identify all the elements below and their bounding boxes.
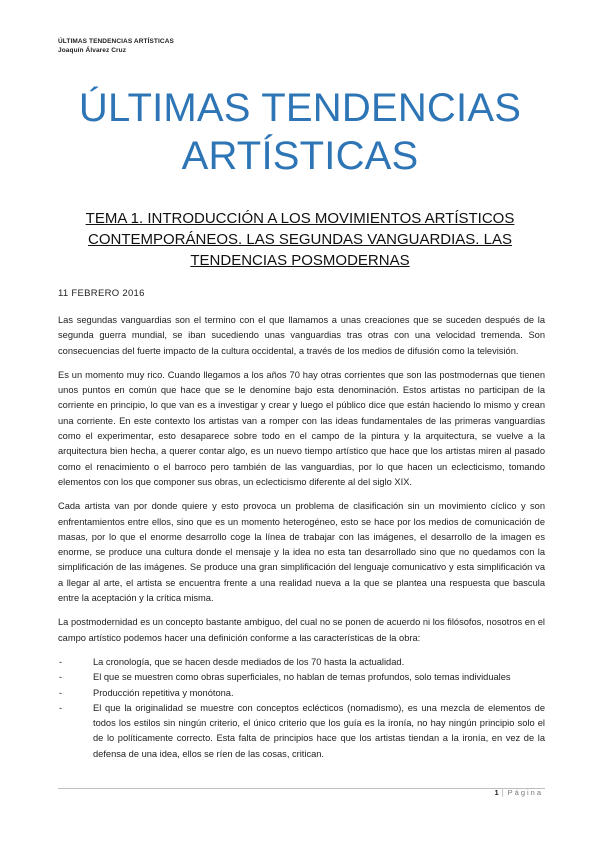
header-title: ÚLTIMAS TENDENCIAS ARTÍSTICAS <box>58 38 174 45</box>
title-line-1: ÚLTIMAS TENDENCIAS <box>78 86 522 130</box>
page-number-block <box>495 788 543 797</box>
topic-heading-line-3: TENDENCIAS POSMODERNAS <box>190 252 410 269</box>
list-item-text: La cronología, que se hacen desde mediados de los 70 hasta la actualidad. <box>93 656 405 667</box>
body-text <box>58 313 545 762</box>
paragraph: La postmodernidad es un concepto bastante ambiguo, del cual no se ponen de acuerdo ni los filósofos, nosotros en el campo artístico podemos hacer una definición conforme a las características de la obra: <box>58 617 545 643</box>
paragraph: Las segundas vanguardias son el termino con el que llamamos a unas creaciones que se suceden después de la segunda guerra mundial, se iban sucediendo unas vanguardias tras otras con una velocidad tremenda. Son consecuencias del fuerte impacto de la cultura occidental, a través de los medios de difusión como la televisión. <box>58 315 545 356</box>
lecture-date: 11 FEBRERO 2016 <box>58 288 145 299</box>
topic-heading <box>50 208 550 271</box>
page-number: 1 <box>494 788 499 797</box>
page-separator: | <box>501 788 504 797</box>
list-item <box>58 655 545 670</box>
list-item-text: El que se muestren como obras superficiales, no hablan de temas profundos, solo temas individuales <box>93 672 511 683</box>
list-item-text: Producción repetitiva y monótona. <box>93 687 234 698</box>
page-label: Página <box>507 788 543 797</box>
page-footer <box>58 788 545 800</box>
characteristics-list <box>58 655 545 762</box>
bullet-marker: - <box>59 672 63 683</box>
list-item <box>58 686 545 701</box>
title-line-2: ARTÍSTICAS <box>181 134 419 178</box>
paragraph: Es un momento muy rico. Cuando llegamos a los años 70 hay otras corrientes que son las postmodernas que tienen unos puntos en común que hace que se le denomine bajo esta denominación. Estos artistas no participan de la corriente en principio, lo que van es a investigar y crear y luego el público dice que están haciendo lo mismo y crean una corriente. En este contexto los artistas van a romper con las ideas fundamentales de las primeras vanguardias como el experimentar, esto desaparece sobre todo en el campo de la pintura y la arquitectura, se vuelve a la arquitectura bien hecha, a querer contar algo, es un nuevo tiempo artístico que hace que los artistas miren al pasado como el renacimiento o el barroco pero también de las vanguardias, por lo que hacen un eclecticismo, tomando elementos con los que componer sus obras, un eclecticismo diferente al del siglo XIX. <box>58 369 545 487</box>
document-title <box>40 84 560 180</box>
list-item <box>58 701 545 762</box>
paragraph: Cada artista van por donde quiere y esto provoca un problema de clasificación sin un movimiento cíclico y son enfrentamientos entre ellos, sino que es un momento heterogéneo, esto se hace por los medios de comunicación de masas, por lo que el enorme desarrollo coge la línea de trabajar con las imágenes, el desarrollo de la imagen es enorme, se produce una cultura donde el mensaje y la idea no esta tan desarrollado sino que no quedamos con la simplificación de las imágenes. Se produce una gran simplificación del lenguaje comunicativo y esta simplificación va a llegar al arte, el artista se encuentra frente a una realidad nueva a la que se plantea una respuesta que bascula entre la aceptación y la crítica misma. <box>58 501 545 604</box>
header-author: Joaquín Álvarez Cruz <box>58 47 127 54</box>
list-item <box>58 670 545 685</box>
bullet-marker: - <box>59 687 63 698</box>
footer-rule <box>58 788 545 789</box>
bullet-marker: - <box>59 702 63 713</box>
bullet-marker: - <box>59 656 63 667</box>
topic-heading-line-2: CONTEMPORÁNEOS. LAS SEGUNDAS VANGUARDIAS. LAS <box>88 231 512 248</box>
running-header <box>58 37 174 55</box>
topic-heading-line-1: TEMA 1. INTRODUCCIÓN A LOS MOVIMIENTOS ARTÍSTICOS <box>85 210 515 227</box>
list-item-text: El que la originalidad se muestre con conceptos eclécticos (nomadismo), es una mezcla de elementos de todos los estilos sin ningún criterio, el único criterio que los guía es la ironía, no hay ningún principio solo el de lo políticamente correcto. Esta falta de principios hace que los artistas tiendan a la ironía, en vez de la defensa de una idea, ellos se ríen de las cosas, critican. <box>93 702 545 759</box>
